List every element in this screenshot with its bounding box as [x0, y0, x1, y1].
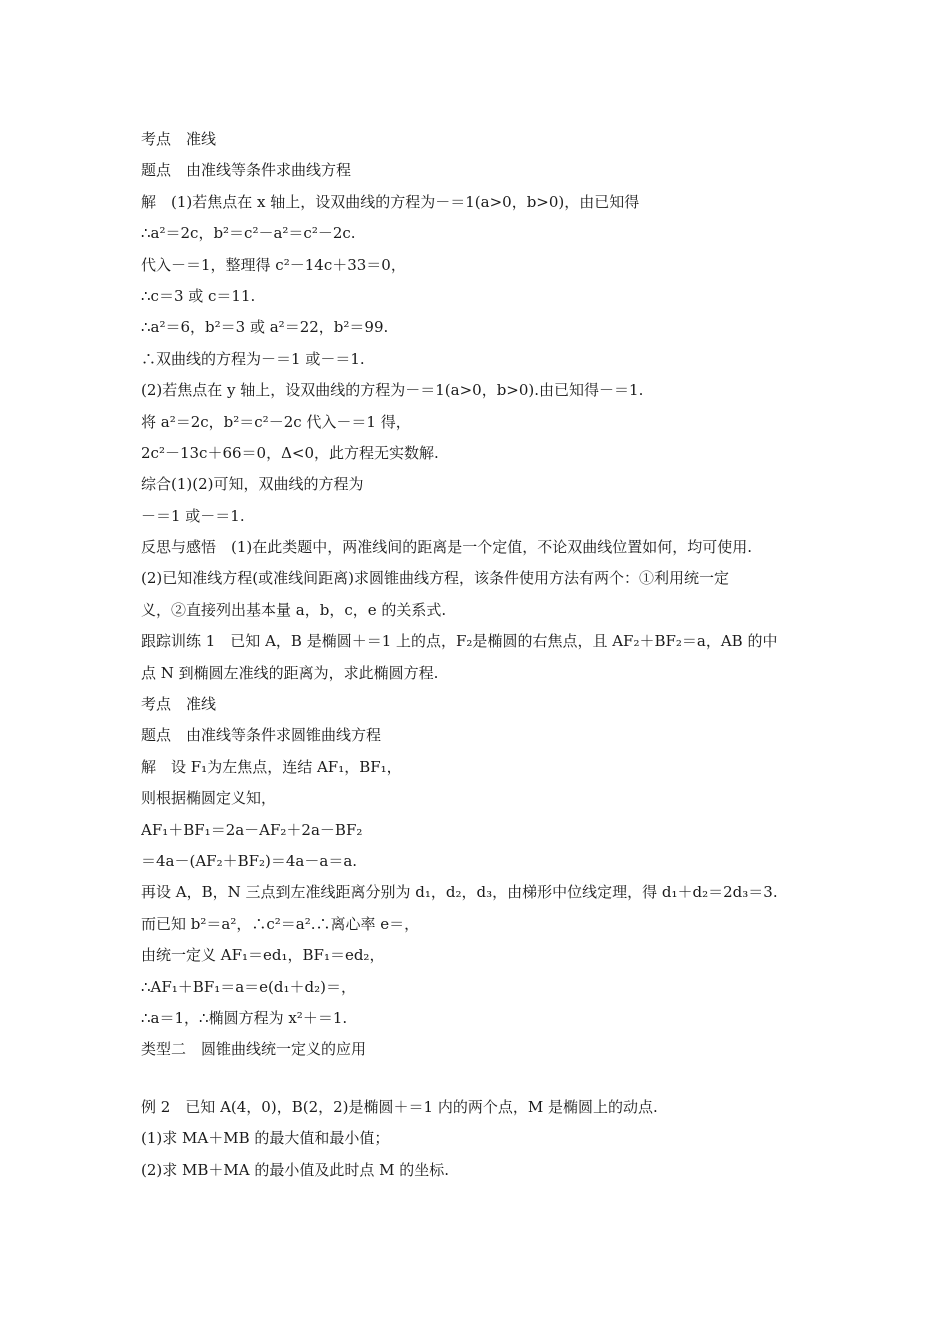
- text-line: 题点 由准线等条件求曲线方程: [141, 161, 352, 180]
- text-line: 义，②直接列出基本量 a，b，c，e 的关系式.: [141, 600, 447, 619]
- text-line: 2c²－13c＋66＝0，Δ<0，此方程无实数解.: [141, 443, 439, 462]
- text-line: ∴双曲线的方程为－＝1 或－＝1.: [141, 349, 365, 368]
- text-line: ∴AF₁＋BF₁＝a＝e(d₁＋d₂)＝，: [141, 977, 356, 996]
- text-line: 解 (1)若焦点在 x 轴上，设双曲线的方程为－＝1(a>0，b>0)，由已知得: [141, 192, 640, 211]
- text-line: 考点 准线: [141, 695, 217, 714]
- text-line: ∴c＝3 或 c＝11.: [141, 286, 256, 305]
- text-line: 解 设 F₁为左焦点，连结 AF₁，BF₁，: [141, 757, 402, 776]
- example-line: 例 2 已知 A(4，0)，B(2，2)是椭圆＋＝1 内的两个点，M 是椭圆上的动点.: [141, 1097, 658, 1116]
- text-line: －＝1 或－＝1.: [141, 506, 245, 525]
- text-line: 点 N 到椭圆左准线的距离为，求此椭圆方程.: [141, 663, 439, 682]
- text-line: 将 a²＝2c，b²＝c²－2c 代入－＝1 得，: [141, 412, 411, 431]
- text-line: (2)已知准线方程(或准线间距离)求圆锥曲线方程，该条件使用方法有两个：①利用统一定: [141, 569, 729, 588]
- text-line: 考点 准线: [141, 130, 217, 148]
- document-body: [141, 124, 821, 1186]
- example-line: (2)求 MB＋MA 的最小值及此时点 M 的坐标.: [141, 1160, 450, 1179]
- text-line: (2)若焦点在 y 轴上，设双曲线的方程为－＝1(a>0，b>0).由已知得－＝1.: [141, 381, 644, 400]
- text-line: 由统一定义 AF₁＝ed₁，BF₁＝ed₂，: [141, 946, 385, 965]
- text-line: 题点 由准线等条件求圆锥曲线方程: [141, 726, 382, 745]
- text-line: 而已知 b²＝a²，∴c²＝a².∴离心率 e＝，: [141, 914, 420, 933]
- text-line: ∴a＝1，∴椭圆方程为 x²＋＝1.: [141, 1008, 348, 1027]
- example-line: (1)求 MA＋MB 的最大值和最小值；: [141, 1129, 390, 1148]
- text-line: 则根据椭圆定义知，: [141, 789, 277, 808]
- text-line: ∴a²＝2c，b²＝c²－a²＝c²－2c.: [141, 224, 356, 243]
- spacer: [141, 1066, 821, 1092]
- text-line: 再设 A，B，N 三点到左准线距离分别为 d₁，d₂，d₃，由梯形中位线定理，得 d₁＋d₂＝2d₃＝3.: [141, 883, 778, 902]
- section-heading: 类型二 圆锥曲线统一定义的应用: [141, 1040, 367, 1059]
- text-line: 跟踪训练 1 已知 A，B 是椭圆＋＝1 上的点，F₂是椭圆的右焦点，且 AF₂＋BF₂＝a，AB 的中: [141, 632, 778, 651]
- text-line: ∴a²＝6，b²＝3 或 a²＝22，b²＝99.: [141, 318, 389, 337]
- text-line: 反思与感悟 (1)在此类题中，两准线间的距离是一个定值，不论双曲线位置如何，均可使用.: [141, 538, 753, 557]
- text-line: ＝4a－(AF₂＋BF₂)＝4a－a＝a.: [141, 851, 358, 870]
- text-line: AF₁＋BF₁＝2a－AF₂＋2a－BF₂: [141, 820, 363, 839]
- text-line: 综合(1)(2)可知，双曲线的方程为: [141, 475, 364, 494]
- text-line: 代入－＝1，整理得 c²－14c＋33＝0，: [141, 255, 406, 274]
